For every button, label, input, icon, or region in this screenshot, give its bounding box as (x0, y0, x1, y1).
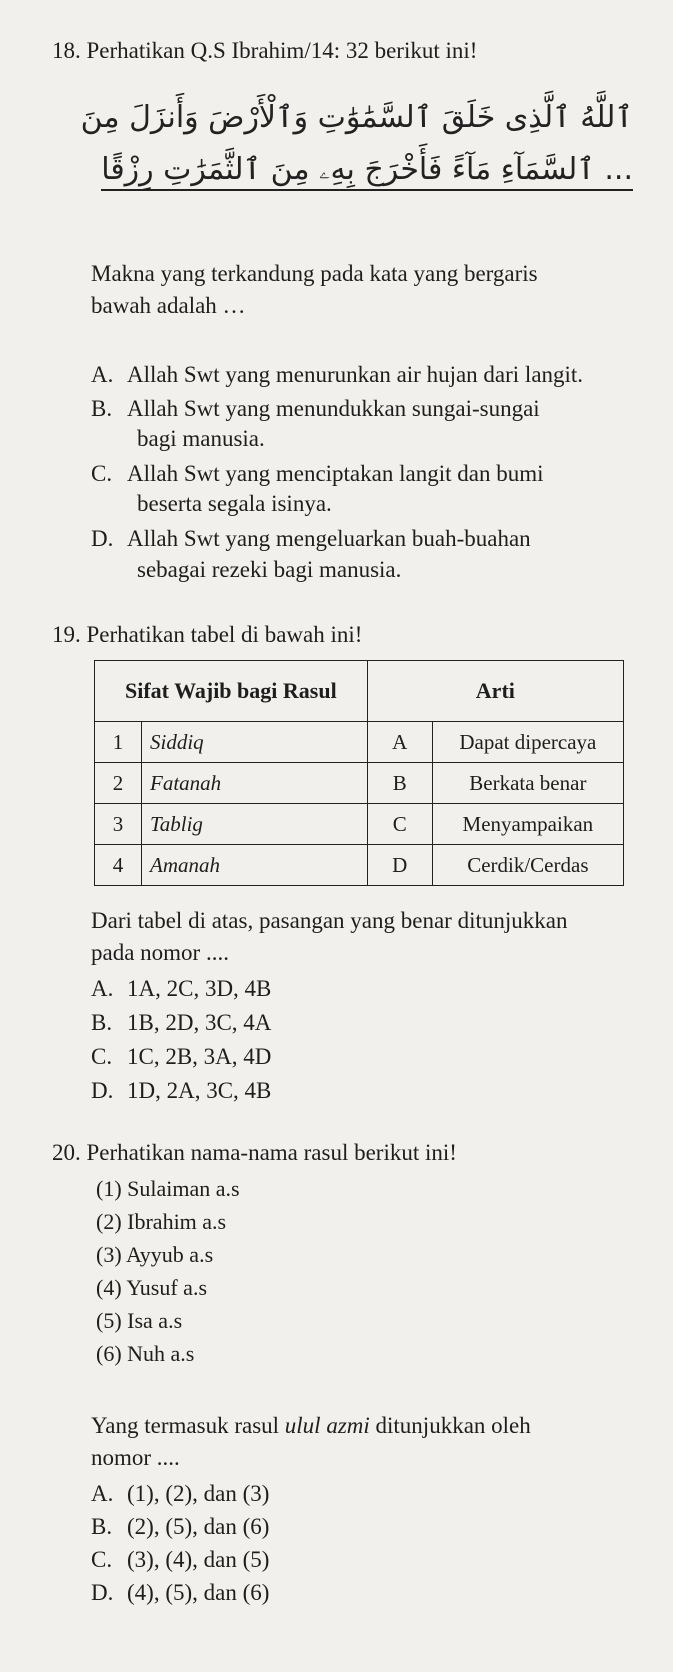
q18-option-c[interactable] (91, 461, 543, 487)
q20-option-d-letter: D. (91, 1580, 114, 1605)
q18-title: 18. Perhatikan Q.S Ibrahim/14: 32 berikut ini! (52, 38, 478, 63)
q18-arabic-line-1: ٱللَّهُ ٱلَّذِى خَلَقَ ٱلسَّمَٰوَٰتِ وَٱلْأَرْضَ وَأَنزَلَ مِنَ (80, 100, 633, 135)
q19-option-a[interactable] (91, 976, 271, 1002)
table-row (95, 763, 624, 804)
q20-list-item-4: (4) Yusuf a.s (96, 1275, 207, 1300)
q20-stem-italic: ulul azmi (284, 1413, 370, 1438)
table-cell-sifat: Fatanah (142, 763, 368, 804)
table-header-arti: Arti (367, 661, 623, 722)
q18-arabic-line-2-text: ... ٱلسَّمَآءِ مَآءً فَأَخْرَجَ بِهِۦ مِنَ ٱلثَّمَرَٰتِ رِزْقًا (101, 152, 633, 191)
q18-option-b[interactable] (91, 396, 540, 422)
q18-option-a[interactable] (91, 362, 583, 388)
table-header-row (95, 661, 624, 722)
q20-stem-post: ditunjukkan oleh (369, 1413, 531, 1438)
q19-option-d-text: 1D, 2A, 3C, 4B (127, 1078, 272, 1103)
q20-list-item-5: (5) Isa a.s (96, 1308, 183, 1333)
q19-option-d-letter: D. (91, 1078, 114, 1103)
q19-option-c-letter: C. (91, 1044, 113, 1069)
q19-stem (91, 905, 636, 969)
table-cell-arti: Cerdik/Cerdas (432, 845, 623, 886)
q20-option-b-letter: B. (91, 1514, 113, 1539)
q20-option-d[interactable] (91, 1580, 269, 1606)
q20-list-item-2: (2) Ibrahim a.s (96, 1209, 227, 1234)
q20-option-a-text: (1), (2), dan (3) (127, 1481, 270, 1506)
q20-stem-pre: Yang termasuk rasul (91, 1413, 285, 1438)
q19-option-b-letter: B. (91, 1010, 113, 1035)
table-cell-num: 1 (95, 722, 142, 763)
table-cell-num: 2 (95, 763, 142, 804)
q20-option-b-text: (2), (5), dan (6) (127, 1514, 270, 1539)
q18-option-a-text: Allah Swt yang menurunkan air hujan dari langit. (127, 362, 584, 387)
q19-option-b-text: 1B, 2D, 3C, 4A (127, 1010, 272, 1035)
q18-option-c-text: Allah Swt yang menciptakan langit dan bumi (127, 461, 544, 486)
q20-option-d-text: (4), (5), dan (6) (127, 1580, 270, 1605)
q20-option-b[interactable] (91, 1514, 269, 1540)
q20-title: 20. Perhatikan nama-nama rasul berikut ini! (52, 1140, 457, 1165)
q18-stem (91, 258, 636, 322)
q18-option-d[interactable] (91, 526, 531, 552)
q18-option-c-cont: beserta segala isinya. (137, 491, 332, 516)
q18-option-b-cont: bagi manusia. (137, 426, 265, 451)
q19-option-a-text: 1A, 2C, 3D, 4B (127, 976, 272, 1001)
q20-option-c-text: (3), (4), dan (5) (127, 1547, 270, 1572)
table-cell-arti: Berkata benar (432, 763, 623, 804)
q20-list-item-1: (1) Sulaiman a.s (96, 1176, 240, 1201)
table-header-sifat: Sifat Wajib bagi Rasul (95, 661, 368, 722)
table-cell-num: 4 (95, 845, 142, 886)
table-row (95, 722, 624, 763)
q18-arabic-line-2 (101, 152, 633, 187)
table-cell-sifat: Amanah (142, 845, 368, 886)
table-cell-sifat: Tablig (142, 804, 368, 845)
table-cell-arti: Dapat dipercaya (432, 722, 623, 763)
q19-option-a-letter: A. (91, 976, 114, 1001)
table-cell-num: 3 (95, 804, 142, 845)
table-cell-letter: D (367, 845, 432, 886)
q19-option-b[interactable] (91, 1010, 271, 1036)
q19-option-c[interactable] (91, 1044, 271, 1070)
q18-option-d-text: Allah Swt yang mengeluarkan buah-buahan (127, 526, 531, 551)
q20-list-item-3: (3) Ayyub a.s (96, 1242, 214, 1267)
q18-option-b-letter: B. (91, 396, 113, 421)
q20-stem (91, 1410, 651, 1474)
q18-option-d-cont: sebagai rezeki bagi manusia. (137, 557, 402, 582)
q20-stem-line-2: nomor .... (91, 1445, 180, 1470)
q18-option-b-text: Allah Swt yang menundukkan sungai-sungai (127, 396, 540, 421)
q19-title: 19. Perhatikan tabel di bawah ini! (52, 622, 363, 647)
table-row (95, 804, 624, 845)
table-cell-letter: A (367, 722, 432, 763)
q18-option-c-letter: C. (91, 461, 113, 486)
sifat-wajib-table (94, 660, 624, 886)
q18-stem-line-1: Makna yang terkandung pada kata yang bergaris (91, 261, 538, 286)
q18-option-a-letter: A. (91, 362, 114, 387)
q19-stem-line-1: Dari tabel di atas, pasangan yang benar ditunjukkan (91, 908, 568, 933)
table-cell-sifat: Siddiq (142, 722, 368, 763)
q20-option-a-letter: A. (91, 1481, 114, 1506)
table-cell-letter: C (367, 804, 432, 845)
q18-option-d-letter: D. (91, 526, 114, 551)
q20-option-c[interactable] (91, 1547, 269, 1573)
table-row (95, 845, 624, 886)
q19-option-c-text: 1C, 2B, 3A, 4D (127, 1044, 272, 1069)
q18-stem-line-2: bawah adalah … (91, 293, 246, 318)
q20-option-c-letter: C. (91, 1547, 113, 1572)
q20-stem-line-1 (91, 1410, 651, 1442)
q20-list-item-6: (6) Nuh a.s (96, 1341, 195, 1366)
q20-option-a[interactable] (91, 1481, 269, 1507)
q19-option-d[interactable] (91, 1078, 271, 1104)
table-cell-arti: Menyampaikan (432, 804, 623, 845)
table-cell-letter: B (367, 763, 432, 804)
q19-stem-line-2: pada nomor .... (91, 940, 229, 965)
